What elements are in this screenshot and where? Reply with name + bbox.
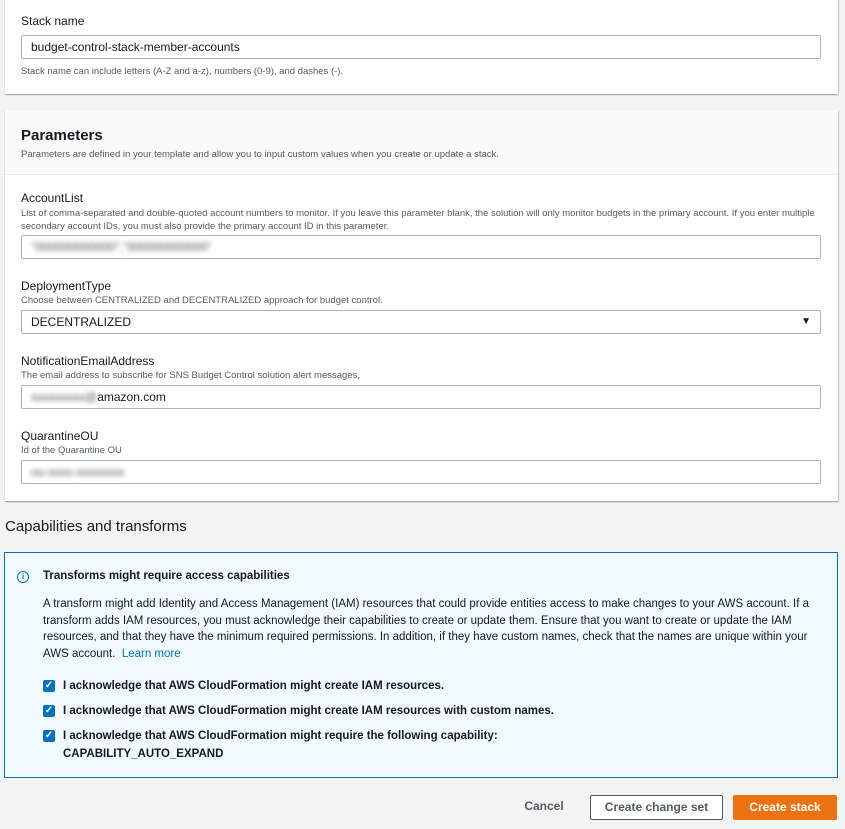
deployment-type-select[interactable]	[21, 310, 821, 334]
checkbox-checked-icon: ✓	[44, 730, 54, 741]
ack-auto-expand-text: I acknowledge that AWS CloudFormation might require the following capability:	[63, 730, 498, 742]
info-icon: i	[17, 571, 29, 583]
email-desc: The email address to subscribe for SNS Budget Control solution alert messages,	[21, 370, 360, 381]
ack-auto-expand-label	[63, 727, 498, 763]
capabilities-heading: Capabilities and transforms	[5, 518, 187, 535]
email-label: NotificationEmailAddress	[21, 354, 155, 368]
stack-name-panel	[5, 0, 838, 94]
stack-name-label: Stack name	[21, 14, 85, 28]
info-paragraph: A transform might add Identity and Access Management (IAM) resources that could provide entities access to make changes to your AWS account. If a transform adds IAM resources, you must acknowledge their capabilities to create or update them. Ensure that you want to create or update the IAM resources, and that they have the minimum required permissions. In addition, if they have custom names, check that the names are unique within your AWS account.	[43, 598, 809, 661]
caret-down-icon: ▼	[801, 316, 811, 327]
parameters-title: Parameters	[21, 127, 103, 144]
capabilities-info-box	[4, 552, 838, 778]
cancel-button[interactable]: Cancel	[524, 799, 564, 813]
quarantine-desc: Id of the Quarantine OU	[21, 445, 122, 456]
deployment-type-desc: Choose between CENTRALIZED and DECENTRALIZED approach for budget control.	[21, 295, 383, 306]
parameters-header	[5, 110, 838, 175]
ack-iam-checkbox[interactable]	[43, 677, 444, 695]
capability-name: CAPABILITY_AUTO_EXPAND	[63, 748, 224, 760]
ack-iam-label: I acknowledge that AWS CloudFormation might create IAM resources.	[63, 680, 445, 692]
quarantine-label: QuarantineOU	[21, 429, 99, 443]
quarantine-input[interactable]	[21, 460, 821, 484]
parameters-panel	[5, 110, 838, 501]
learn-more-link[interactable]: Learn more	[121, 648, 181, 661]
deployment-type-value: DECENTRALIZED	[31, 315, 132, 329]
accountlist-label: AccountList	[21, 191, 84, 205]
checkbox-checked-icon: ✓	[44, 705, 54, 716]
create-change-set-button[interactable]: Create change set	[590, 795, 723, 820]
parameters-subtitle: Parameters are defined in your template and allow you to input custom values when you create or update a stack.	[21, 149, 499, 160]
email-hidden-part: xxxxxxxxx@	[31, 390, 98, 404]
info-text	[43, 596, 823, 663]
info-title: Transforms might require access capabilities	[43, 570, 290, 582]
accountlist-value: "000000000000","000000000000"	[31, 240, 212, 254]
create-stack-button[interactable]: Create stack	[733, 795, 837, 820]
checkbox-checked-icon: ✓	[44, 680, 54, 691]
email-visible-part: amazon.com	[97, 390, 166, 404]
ack-custom-names-checkbox[interactable]	[43, 702, 554, 720]
deployment-type-label: DeploymentType	[21, 279, 112, 293]
accountlist-input[interactable]	[21, 235, 821, 259]
stack-name-hint: Stack name can include letters (A-Z and a-z), numbers (0-9), and dashes (-).	[21, 66, 344, 77]
ack-custom-names-label: I acknowledge that AWS CloudFormation might create IAM resources with custom names.	[63, 705, 554, 717]
stack-name-input[interactable]: budget-control-stack-member-accounts	[21, 35, 821, 59]
ack-auto-expand-checkbox[interactable]	[43, 727, 498, 763]
accountlist-desc: List of comma-separated and double-quoted account numbers to monitor. If you leave this parameter blank, the solution will only monitor budgets in the primary account. If you enter multiple secondary account IDs, you must also provide the primary account ID in this parameter.	[21, 208, 815, 232]
email-input[interactable]	[21, 385, 821, 409]
quarantine-value: ou-xxxx-xxxxxxxx	[31, 465, 125, 479]
